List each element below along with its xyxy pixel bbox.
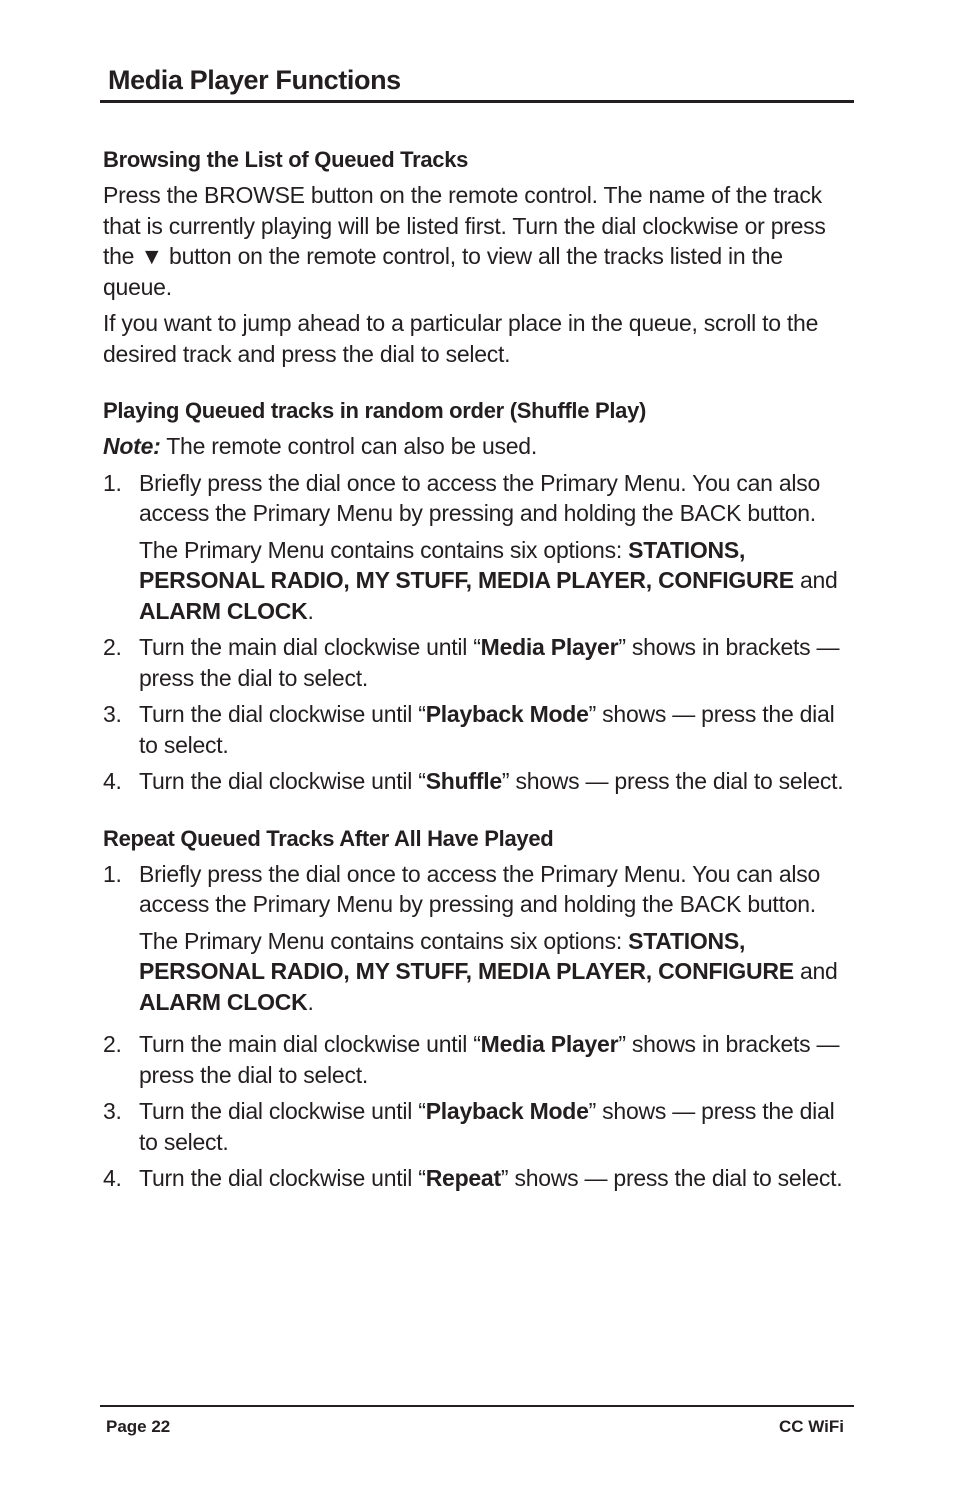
page-title: Media Player Functions: [108, 65, 401, 95]
product-name: CC WiFi: [778, 1417, 844, 1436]
text: ” shows — press the dial to select.: [500, 1165, 843, 1191]
section-heading: Repeat Queued Tracks After All Have Played: [103, 825, 554, 851]
bold-text: Shuffle: [425, 768, 502, 794]
step-number: 2.: [103, 1031, 122, 1057]
bold-text: Playback Mode: [425, 701, 589, 727]
bold-text: ALARM CLOCK: [139, 988, 308, 1015]
text: and: [793, 958, 838, 984]
page-footer: [100, 1405, 854, 1437]
text: Turn the dial clockwise until “: [139, 1098, 426, 1124]
bold-text: Media Player: [480, 1031, 619, 1057]
text: Turn the dial clockwise until “: [139, 768, 426, 794]
text: ” shows — press the dial to select.: [501, 768, 844, 794]
text: and: [793, 567, 838, 593]
text: Turn the dial clockwise until “: [139, 701, 426, 727]
down-arrow-icon: ▼: [140, 243, 163, 269]
note: [103, 431, 853, 462]
section-browsing-queue: [103, 144, 853, 369]
bold-text: Repeat: [425, 1165, 501, 1191]
step-number: 2.: [103, 634, 122, 660]
note-text: The remote control can also be used.: [160, 433, 537, 459]
text: Turn the main dial clockwise until “: [139, 1031, 481, 1057]
text: ” shows in brackets — press the dial to select.: [139, 634, 840, 691]
list-item: [103, 632, 853, 693]
paragraph: [103, 180, 853, 302]
step-number: 3.: [103, 1098, 122, 1124]
list-item: [103, 1029, 853, 1090]
paragraph: If you want to jump ahead to a particular place in the queue, scroll to the desired track and press the dial to select.: [103, 310, 819, 367]
bold-text: STATIONS, PERSONAL RADIO, MY STUFF, MEDIA PLAYER, CONFIGURE: [139, 927, 794, 984]
page-number: Page 22: [106, 1417, 171, 1436]
step-subtext: [139, 926, 853, 1018]
note-label: Note:: [103, 433, 161, 459]
list-item: [103, 699, 853, 760]
text: Turn the dial clockwise until “: [139, 1165, 426, 1191]
bold-text: Media Player: [480, 634, 619, 660]
steps-list: [103, 859, 853, 1194]
text: The Primary Menu contains contains six options:: [139, 536, 629, 563]
step-number: 1.: [103, 860, 122, 887]
section-shuffle-play: [103, 395, 853, 797]
bold-text: ALARM CLOCK: [139, 597, 308, 624]
list-item: [103, 766, 853, 797]
bold-text: Playback Mode: [425, 1098, 589, 1124]
text: Press the BROWSE button on the remote control. The name of the track that is currently playing will be listed first. Turn the dial clockwise or press the: [103, 182, 826, 269]
step-text: Briefly press the dial once to access the Primary Menu. You can also access the Primary Menu by pressing and holding the BACK button.: [139, 469, 821, 526]
text: ” shows — press the dial to select.: [139, 1098, 835, 1155]
section-heading: Playing Queued tracks in random order (Shuffle Play): [103, 398, 647, 423]
steps-list: [103, 468, 853, 797]
text: button on the remote control, to view all the tracks listed in the queue.: [103, 243, 783, 300]
step-number: 1.: [103, 469, 122, 496]
step-text: Briefly press the dial once to access the Primary Menu. You can also access the Primary Menu by pressing and holding the BACK button.: [139, 860, 821, 917]
step-number: 3.: [103, 701, 122, 727]
list-item: [103, 859, 853, 1018]
page-header: [100, 62, 854, 103]
bold-text: STATIONS, PERSONAL RADIO, MY STUFF, MEDIA PLAYER, CONFIGURE: [139, 536, 794, 593]
step-number: 4.: [103, 768, 122, 794]
section-heading: Browsing the List of Queued Tracks: [103, 147, 469, 172]
list-item: [103, 1096, 853, 1157]
page-content: [103, 144, 853, 1220]
text: ” shows — press the dial to select.: [139, 701, 835, 758]
step-subtext: [139, 535, 853, 627]
text: Turn the main dial clockwise until “: [139, 634, 481, 660]
text: The Primary Menu contains contains six options:: [139, 927, 629, 954]
step-number: 4.: [103, 1165, 122, 1191]
text: .: [307, 988, 314, 1015]
section-repeat-queue: [103, 823, 853, 1194]
text: .: [307, 597, 314, 624]
list-item: [103, 1163, 853, 1194]
list-item: [103, 468, 853, 627]
text: ” shows in brackets — press the dial to select.: [139, 1031, 840, 1088]
